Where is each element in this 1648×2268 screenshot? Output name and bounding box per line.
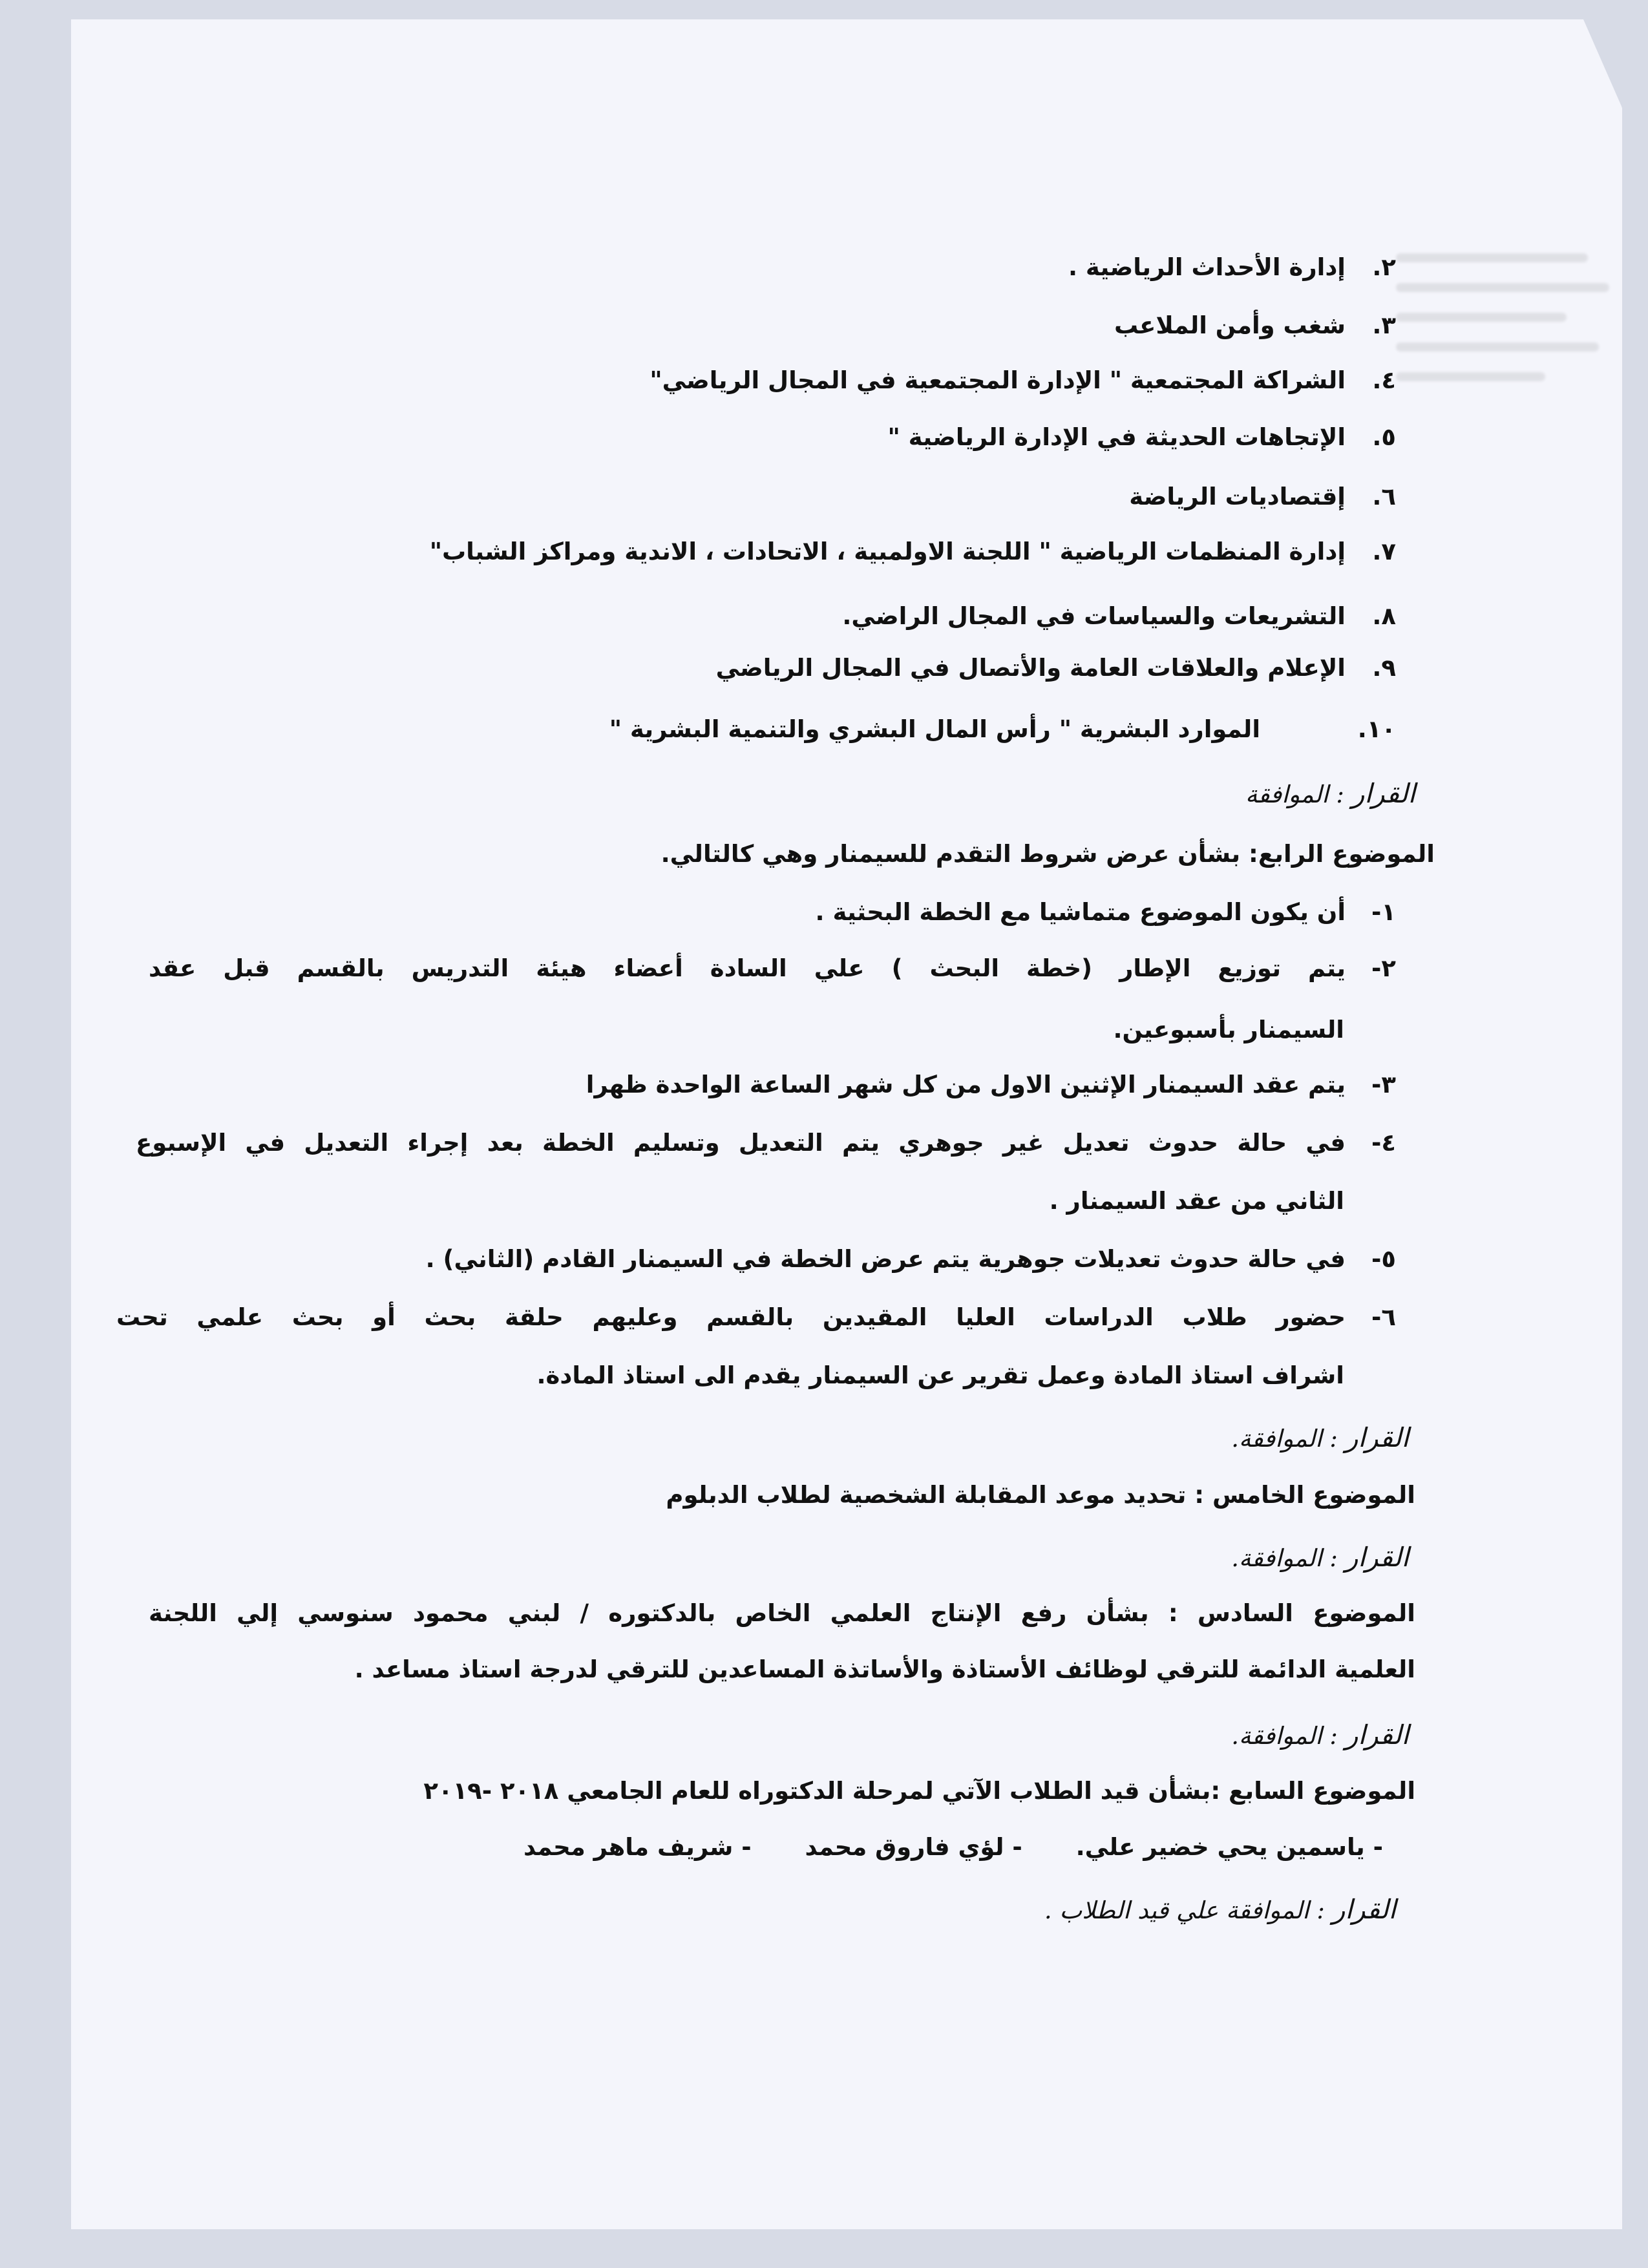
topic-heading: الموضوع الخامس : تحديد موعد المقابلة الشخصية لطلاب الدبلوم	[666, 1481, 1415, 1509]
list-item: ٥.الإتجاهات الحديثة في الإدارة الرياضية "	[887, 423, 1396, 451]
student-name: - لؤي فاروق محمد	[805, 1833, 1022, 1861]
topic-continuation: العلمية الدائمة للترقي لوظائف الأستاذة والأساتذة المساعدين للترقي لدرجة استاذ مساعد .	[354, 1655, 1415, 1683]
list-item: ٣-يتم عقد السيمنار الإثنين الاول من كل شهر الساعة الواحدة ظهرا	[586, 1071, 1396, 1098]
list-item: ٧.إدارة المنظمات الرياضية " اللجنة الاولمبية ، الاتحادات ، الاندية ومراكز الشباب"	[429, 538, 1396, 565]
list-item: ٤-في حالة حدوث تعديل غير جوهري يتم التعديل وتسليم الخطة بعد إجراء التعديل في الإسبوع	[136, 1129, 1396, 1157]
list-item: ٤.الشراكة المجتمعية " الإدارة المجتمعية في المجال الرياضي"	[650, 366, 1396, 394]
list-item: ٨.التشريعات والسياسات في المجال الراضي.	[842, 602, 1396, 630]
decision-line: القرار : الموافقة علي قيد الطلاب .	[1044, 1894, 1396, 1925]
list-item-continuation: اشراف استاذ المادة وعمل تقرير عن السيمنار يقدم الى استاذ المادة.	[536, 1361, 1344, 1389]
decision-line: القرار : الموافقة.	[1231, 1719, 1409, 1750]
list-item: ٢.إدارة الأحداث الرياضية .	[1068, 253, 1396, 281]
decision-line: القرار : الموافقة.	[1231, 1542, 1409, 1573]
list-item-continuation: السيمنار بأسبوعين.	[1113, 1016, 1344, 1044]
list-item: ٥-في حالة حدوث تعديلات جوهرية يتم عرض الخطة في السيمنار القادم (الثاني) .	[425, 1245, 1396, 1273]
topic-heading: الموضوع السابع :بشأن قيد الطلاب الآتي لمرحلة الدكتوراه للعام الجامعي ٢٠١٨ -٢٠١٩	[423, 1777, 1415, 1805]
list-item: ٣.شغب وأمن الملاعب	[1114, 311, 1396, 339]
decision-line: القرار : الموافقة.	[1231, 1422, 1409, 1453]
bleed-through-text	[1396, 233, 1609, 478]
list-item: ٢-يتم توزيع الإطار (خطة البحث ) علي السادة أعضاء هيئة التدريس بالقسم قبل عقد	[149, 954, 1396, 982]
list-item: ١-أن يكون الموضوع متماشيا مع الخطة البحثية .	[815, 898, 1396, 926]
student-name: - شريف ماهر محمد	[523, 1833, 752, 1861]
list-item-continuation: الثاني من عقد السيمنار .	[1049, 1187, 1344, 1215]
list-item: ٩.الإعلام والعلاقات العامة والأتصال في المجال الرياضي	[715, 654, 1396, 682]
list-item: ٦-حضور طلاب الدراسات العليا المقيدين بالقسم وعليهم حلقة بحث أو بحث علمي تحت	[116, 1303, 1396, 1331]
list-item: ١٠.الموارد البشرية " رأس المال البشري والتنمية البشرية "	[609, 715, 1396, 743]
minutes-body	[116, 0, 1435, 2268]
decision-line: القرار : الموافقة	[1245, 778, 1415, 809]
topic-heading: الموضوع الرابع: بشأن عرض شروط التقدم للسيمنار وهي كالتالي.	[660, 840, 1435, 868]
topic-heading: الموضوع السادس : بشأن رفع الإنتاج العلمي الخاص بالدكتوره / لبني محمود سنوسي إلي اللجنة	[149, 1599, 1415, 1627]
students-list	[478, 1835, 1383, 1859]
student-name: - ياسمين يحي خضير علي.	[1075, 1833, 1383, 1861]
list-item: ٦.إقتصاديات الرياضة	[1129, 483, 1396, 510]
